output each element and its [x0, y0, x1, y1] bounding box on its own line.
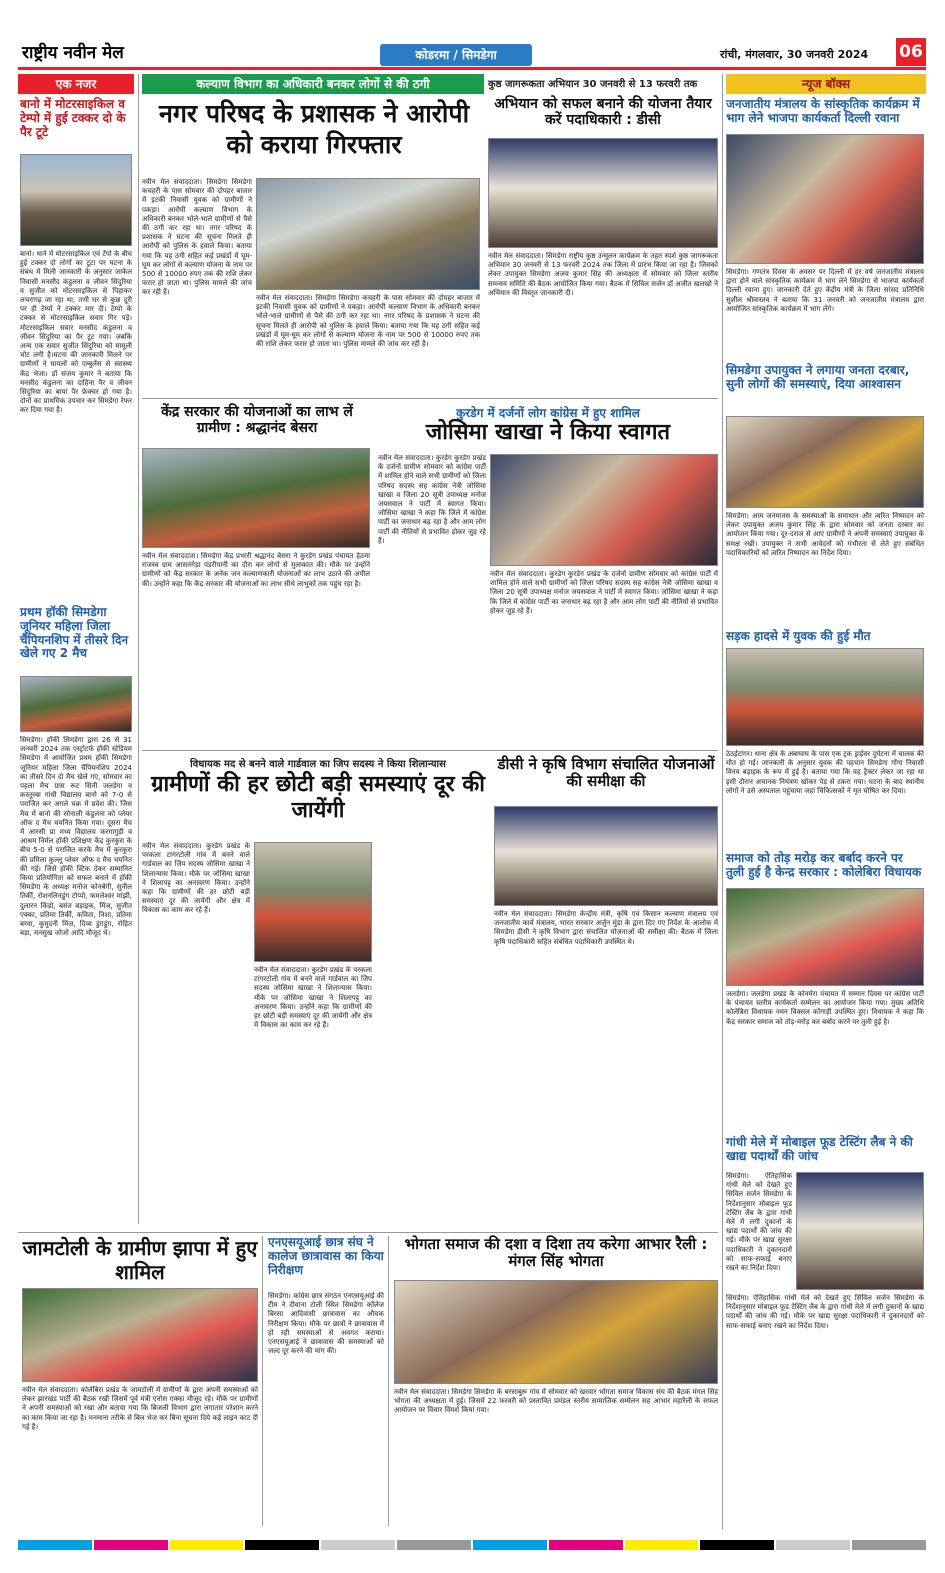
newsbox-story5-body: सिमडेगा। ऐतिहासिक गांधी मेले को देखते हुए सिविल सर्जन सिमडेगा के निर्देशानुसार मोबाइल फूड टेस्टिंग लैब के द्वारा गांधी मेले में लगी दुकानों के खाद्य पदार्थों की जांच की गई। मौके पर खाद्य सुरक्षा पदाधिकारी ने दुकानदारों को साफ-सफाई बनाए रखने का निर्देश दिया।: [726, 1172, 792, 1273]
dc-krishi-headline: डीसी ने कृषि विभाग संचालित योजनाओं की समीक्षा की: [497, 755, 715, 791]
gramin-body-continued: नवीन मेल संवाददाता। कुरडेग प्रखंड के परकला टांगरटोली गांव में बनने वाले गार्डवाल का जिप सदस्य जोसिमा खाखा ने शिलान्यास किया। मौके पर जोसिमा खाखा ने शिलापट्ट का अनावरण किया। उन्होंने कहा कि ग्रामीणों की हर छोटी बड़ी समस्याएं दूर की जायेंगी और क्षेत्र में विकास का काम कर रहे हैं।: [254, 966, 372, 1030]
left-story2-photo: [20, 676, 132, 732]
left-story2-headline: प्रथम हॉकी सिमडेगा जूनियर महिला जिला चैंपियनशिप में तीसरे दिन खेले गए 2 मैच: [20, 605, 129, 661]
bhogta-body: नवीन मेल संवाददाता। सिमडेगा सिमडेगा के बरसाबुरू गांव में सोमवार को खरवार भोगता समाज विकास संघ की बैठक मंगल सिंह भोगता की अध्यक्षता में हुई। जिसमें 22 फरवरी को प्रस्तावित प्रमंडल स्तरीय सामाजिक सम्मेलन सह आभार महारैली के सफल आयोजन पर विचार विमर्श किया गया।: [394, 1388, 718, 1415]
newsbox-story3-body: ठेठईटांगर। थाना क्षेत्र के अंबाघाघ के पास एक ट्रक ड्राईवर दुर्घटना में चालक की मौत हो गई। जानकारी के अनुसार युवक की पहचान सिमडेगा गोंगा निवासी विनय बड़ाइक के रूप में हुई है। बताया गया कि वह ट्रैक्टर लेकर जा रहा था इसी दौरान अचानक नियंत्रण खोकर पेड़ से टकरा गया। घटना के बाद स्थानीय लोगों ने उसे अस्पताल पहुंचाया जहां चिकित्सकों ने मृत घोषित कर दिया।: [726, 750, 924, 795]
campaign-body: नवीन मेल संवाददाता। सिमडेगा राष्ट्रीय कुष्ठ उन्मूलन कार्यक्रम के तहत स्पर्श कुष्ठ जागरूकता अभियान 30 जनवरी से 13 फरवरी 2024 तक जिला में प्रारंभ किया जा रहा है। जिसको लेकर उपायुक्त सिमडेगा अजय कुमार सिंह की अध्यक्षता में सोमवार को जिला स्तरीय समन्वय समिति की बैठक आयोजित किया गया। बैठक में सिविल सर्जन डॉ अजीत खलखो ने अभियान की विस्तृत जानकारी दी।: [488, 252, 718, 297]
gramin-kicker: विधायक मद से बनने वाले गार्डवाल का जिप सदस्य ने किया शिलान्यास: [190, 759, 446, 770]
yojana-body: नवीन मेल संवाददाता। सिमडेगा केंद्र प्रभारी श्रद्धानंद बेसरा ने कुरडेग प्रखंड पंचायत हेठमा राजस्व ग्राम आसनंगेड़ा पंडरीपानी का दौरा कर लोगों से मुलाकात की। मौके पर उन्होंने ग्रामीणों को केंद्र सरकार के अनेक जन कल्याणकारी योजनाओं का लाभ उठाने की अपील की। उन्होंने कहा कि केंद्र सरकार की योजनाओं का लाभ सीधे लाभुकों तक पहुंच रहा है।: [142, 552, 370, 588]
dc-krishi-photo: [494, 806, 718, 906]
newsbox-story3-headline: सड़क हादसे में युवक की हुई मौत: [726, 629, 871, 643]
lead-headline: नगर परिषद के प्रशासक ने आरोपी को कराया गिरफ्तार: [158, 99, 470, 160]
newsbox-story4-body: जलडेगा। जलडेगा प्रखंड के कोनमेरा पंचायत में सम्मान दिवस पर कांग्रेस पार्टी के पंचायत स्तरीय कार्यकर्ता सम्मेलन का आयोजन किया गया। मुख्य अतिथि कोलेबिरा विधायक नमन विक्सल कोंगाड़ी उपस्थित हुए। विधायक ने कहा कि केंद्र सरकार समाज को तोड़-मरोड़ कर बर्बाद करने पर तुली हुई है।: [726, 990, 924, 1026]
jamtoli-body: नवीन मेल संवाददाता। कोलेबिरा प्रखंड के जामटोली में ग्रामीणों के द्वारा अपनी समस्याओं को लेकर झारखंड पार्टी की बैठक रखी जिसमें पूर्व मंत्री एनोस एक्का मौजूद रहे। मौके पर ग्रामीणों ने अपनी समस्याओं को रखा और बताया गया कि बिजली विभाग द्वारा लगातार परेशान करने का काम किया जा रहा है। मनमाना तरीके से बिल भेज कर बिना सूचना दिये कई लाइन काट दी गई है।: [22, 1386, 258, 1431]
campaign-headline: अभियान को सफल बनाने की योजना तैयार करें पदाधिकारी : डीसी: [494, 96, 712, 129]
left-story1-headline: बानो में मोटरसाइकिल व टेम्पो में हुई टक्कर दो के पैर टूटे: [20, 97, 126, 139]
bhogta-photo: [394, 1280, 718, 1384]
news-box-label: न्यूज बॉक्स: [726, 74, 926, 94]
josima-body: नवीन मेल संवाददाता। कुरडेग कुरडेग प्रखंड के दर्जनों ग्रामीण सोमवार को कांग्रेस पार्टी में शामिल होने वाले सभी ग्रामीणों को जिला परिषद सदस्य सह कांग्रेस नेत्री जोसिमा खाखा व जिला 20 सूत्री उपाध्यक्ष मनोज जयसवाल ने पार्टी में स्वागत किया। जोसिमा खाखा ने कहा कि जिले में कांग्रेस पार्टी का जनाधार बढ़ रहा है और आम लोग पार्टी की नीतियों से प्रभावित होकर जुड़ रहे हैं।: [378, 454, 486, 545]
gramin-headline: ग्रामीणों की हर छोटी बड़ी समस्याएं दूर की जायेंगी: [151, 772, 485, 824]
jamtoli-headline: जामटोली के ग्रामीण झापा में हुए शामिल: [22, 1236, 258, 1284]
left-story1-photo: [20, 154, 132, 246]
column-divider-bottom-2: [388, 1236, 389, 1526]
nsui-body: सिमडेगा। कांग्रेस छात्र संगठन एनएसयूआई की टीम ने दीवाना टोली स्थित सिमडेगा कॉलेज बिरसा आदिवासी छात्रावास का औचक निरीक्षण किया। मौके पर छात्रों ने छात्रावास में हो रही समस्याओं से अवगत कराया। एनएसयूआई ने छात्रावास की समस्याओं को जल्द दूर करने की मांग की।: [268, 1292, 384, 1356]
gramin-photo: [254, 842, 372, 962]
ek-nazar-label: एक नजर: [18, 74, 134, 94]
yojana-headline: केंद्र सरकार की योजनाओं का लाभ लें ग्रामीण : श्रद्धानंद बेसरा: [161, 404, 353, 437]
issue-date: रांची, मंगलवार, 30 जनवरी 2024: [720, 48, 869, 61]
lead-body: नवीन मेल संवाददाता। सिमडेगा सिमडेगा कचहरी के पास सोमवार की दोपहर बाजार में इटकी निवासी युवक को ग्रामीणों ने पकड़ा। आरोपी कल्याण विभाग के अधिकारी बनकर भोले-भाले ग्रामीणों से पैसे की ठगी कर रहा था। नगर परिषद के प्रशासक ने घटना की सूचना मिलते ही आरोपी को पुलिस के हवाले किया। बताया गया कि यह ठगी सहित कई प्रखंडों में घूम-घूम कर लोगों से कल्याण योजना के नाम पर 500 से 10000 रुपए तक की राशि लेकर फरार हो जाता था। पुलिस मामले की जांच कर रही है।: [142, 178, 252, 297]
newsbox-story2-photo: [726, 416, 924, 508]
column-divider-bottom: [262, 1236, 263, 1526]
left-story2-body: सिमडेगा। हॉकी सिमडेगा द्वारा 26 से 31 जनवरी 2024 तक एस्ट्रोटर्फ हॉकी स्टेडियम सिमडेगा में आयोजित प्रथम हॉकी सिमडेगा जूनियर महिला जिला चैंपियनशिप 2024 का तीसरे दिन दो मैच खेले गए, सोमवार का पहला मैच ग्रास रूट सिनी जलडेगा व कस्तूरबा गांधी विद्यालय बानो को 7-0 से पराजित कर अगले चक्र में प्रवेश की। जिस मैच में बानो की सोनाली कंडुलना को प्लेयर ऑफ द मैच चयनित किया गया। दूसरा मैच में आरसी प्रा मध्य विद्यालय करगागुड़ी व आश्रम निर्मल हॉकी प्रशिक्षण केंद्र कुरकुरा के बीच 5-0 से पराजित करके मैच में कुरकुरा की प्रमिला कुल्लू प्लेयर ऑफ द मैच चयनित की गई। जिसे हॉकी स्टिक देकर सम्मानित किया प्रतियोगिता को सफल बनाने में हॉकी सिमडेगा के अध्यक्ष मनोज कोनबेगी, सुनील तिर्की, रोशनलिनडुंग टोप्पो, कमलेश्वर मांझी, दुलारन किंडो, बसंत बड़ाइक, मिंज, सुजीत एक्का, प्रतिमा तिर्की, कविता, निशा, प्रतिमा बरवा, कुमुदनी मिंज, दिव्य डुंगडुंग, रोहित बड़ा, मनसुख जोजो आदि मौजूद थे।: [20, 736, 132, 938]
newspaper-title: राष्ट्रीय नवीन मेल: [22, 43, 124, 63]
josima-headline: जोसिमा खाखा ने किया स्वागत: [425, 420, 671, 445]
section-divider-3: [18, 1232, 718, 1233]
newsbox-story4-photo: [726, 888, 924, 986]
lead-body-continued: नवीन मेल संवाददाता। सिमडेगा सिमडेगा कचहरी के पास सोमवार की दोपहर बाजार में इटकी निवासी युवक को ग्रामीणों ने पकड़ा। आरोपी कल्याण विभाग के अधिकारी बनकर भोले-भाले ग्रामीणों से पैसे की ठगी कर रहा था। नगर परिषद के प्रशासक ने घटना की सूचना मिलते ही आरोपी को पुलिस के हवाले किया। बताया गया कि यह ठगी सहित कई प्रखंडों में घूम-घूम कर लोगों से कल्याण योजना के नाम पर 500 से 10000 रुपए तक की राशि लेकर फरार हो जाता था। पुलिस मामले की जांच कर रही है।: [256, 294, 480, 349]
newsbox-story5-photo: [796, 1172, 924, 1290]
josima-kicker: कुरडेग में दर्जनों लोग कांग्रेस में हुए शामिल: [456, 406, 640, 420]
bhogta-headline: भोगता समाज की दशा व दिशा तय करेगा आभार रैली : मंगल सिंह भोगता: [404, 1235, 708, 1271]
section-divider: [142, 398, 718, 399]
section-divider-2: [142, 750, 718, 751]
newsbox-story2-body: सिमडेगा। आम जनमानस के समस्याओं के समाधान और त्वरित निष्पादन को लेकर उपायुक्त अजय कुमार सिंह के द्वारा सोमवार को जनता दरबार का आयोजन किया गया। दूर-दराज से आए ग्रामीणों ने अपनी समस्याएं उपायुक्त के समक्ष रखी। उपायुक्त ने सभी आवेदनों को गंभीरता से लेते हुए संबंधित पदाधिकारियों को त्वरित निष्पादन का निर्देश दिया।: [726, 512, 924, 557]
yojana-photo: [142, 448, 370, 548]
newsbox-story1-body: सिमडेगा। गणतंत्र दिवस के अवसर पर दिल्ली में हर वर्ष जनजातीय मंत्रालय द्वारा होने वाले सांस्कृतिक कार्यक्रम में भाग लेने सिमडेगा से भाजपा कार्यकर्ता दिल्ली रवाना हुए। जानकारी देते हुए केंद्रीय मंत्री के जिला सांसद प्रतिनिधि सुशील श्रीवास्तव ने बताया कि 31 जनवरी को जनजातीय मंत्रालय द्वारा आयोजित सांस्कृतिक कार्यक्रम में भाग लेंगे।: [726, 268, 924, 313]
gramin-body: नवीन मेल संवाददाता। कुरडेग प्रखंड के परकला टांगरटोली गांव में बनने वाले गार्डवाल का जिप सदस्य जोसिमा खाखा ने शिलान्यास किया। मौके पर जोसिमा खाखा ने शिलापट्ट का अनावरण किया। उन्होंने कहा कि ग्रामीणों की हर छोटी बड़ी समस्याएं दूर की जायेंगी और क्षेत्र में विकास का काम कर रहे हैं।: [142, 842, 250, 915]
newsbox-story4-headline: समाज को तोड़ मरोड़ कर बर्बाद करने पर तुली हुई है केन्द्र सरकार : कोलेबिरा विधायक: [726, 851, 922, 879]
page-number: 06: [896, 38, 926, 66]
newsbox-story2-headline: सिमडेगा उपायुक्त ने लगाया जनता दरबार, सुनी लोगों की समस्याएं, दिया आश्वासन: [726, 363, 910, 391]
left-story1-body: बानो। थाने में मोटरसाइकिल एवं टेंपो के बीच हुई टक्कर दो लोगों का टूटा पर घटना के संबंध में मिली जानकारी के अनुसार जाकेल निवासी मनसीद कंडुलना व जीवन सिंदुरिया व सुजीत को मोटरसाइकिल से पिहाकर लचरागढ़ जा रहा था, तभी घर से कुछ दूरी पर ही टेम्पो ने टक्कर मार दी। टेम्पो के टक्कर से मोटरसाइकिल सवार गिर पड़े। मोटरसाइकिल सवार मनसीद कंडुलना व जीवन सिंदुरिया का पैर टूट गया। जबकि अन्य एक सवार सुजीत सिंदुरिया को मामूली चोट लगी है।घटना की जानकारी मिलने पर ग्रामीणों ने घायलों को एम्बुलेंस से स्वास्थ्य केंद्र भेजा। डॉ संजय कुमार ने बताया कि मनसीद कंडुलना का दाहिना पैर व जीवन सिंदुरिया का बायां पैर फ्रेक्चर हो गया है। दोनों का प्राथमिक उपचार कर सिमडेगा रेफर कर दिया गया है।: [20, 250, 132, 415]
newsbox-story5-body-continued: सिमडेगा। ऐतिहासिक गांधी मेले को देखते हुए सिविल सर्जन सिमडेगा के निर्देशानुसार मोबाइल फूड टेस्टिंग लैब के द्वारा गांधी मेले में लगी दुकानों के खाद्य पदार्थों की जांच की गई। मौके पर खाद्य सुरक्षा पदाधिकारी ने दुकानदारों को साफ-सफाई बनाए रखने का निर्देश दिया।: [726, 1294, 924, 1330]
campaign-photo: [488, 138, 718, 248]
column-divider-right: [722, 74, 723, 1529]
jamtoli-photo: [22, 1288, 258, 1382]
dc-krishi-body: नवीन मेल संवाददाता। सिमडेगा केन्द्रीय मंत्री, कृषि एवं किसान कल्याण मंत्रालय एवं जनजातीय कार्य मंत्रालय, भारत सरकार अर्जुन मुंडा के द्वारा दिए गए निर्देश के आलोक में सिमडेगा डीसी ने कृषि विभाग द्वारा संचालित योजनाओं की समीक्षा की। बैठक में जिला कृषि पदाधिकारी सहित संबंधित पदाधिकारी उपस्थित थे।: [494, 910, 718, 946]
josima-photo: [490, 454, 718, 566]
campaign-kicker: कुष्ठ जागरूकता अभियान 30 जनवरी से 13 फरवरी तक: [488, 79, 698, 90]
column-divider: [138, 74, 139, 1224]
josima-body-continued: नवीन मेल संवाददाता। कुरडेग कुरडेग प्रखंड के दर्जनों ग्रामीण सोमवार को कांग्रेस पार्टी में शामिल होने वाले सभी ग्रामीणों को जिला परिषद सदस्य सह कांग्रेस नेत्री जोसिमा खाखा व जिला 20 सूत्री उपाध्यक्ष मनोज जयसवाल ने पार्टी में स्वागत किया। जोसिमा खाखा ने कहा कि जिले में कांग्रेस पार्टी का जनाधार बढ़ रहा है और आम लोग पार्टी की नीतियों से प्रभावित होकर जुड़ रहे हैं।: [490, 570, 718, 615]
newsbox-story3-photo: [726, 648, 924, 746]
lead-photo: [256, 178, 480, 290]
newsbox-story1-headline: जनजातीय मंत्रालय के सांस्कृतिक कार्यक्रम में भाग लेने भाजपा कार्यकर्ता दिल्ली रवाना: [726, 97, 920, 125]
newsbox-story5-headline: गांधी मेले में मोबाइल फूड टेस्टिंग लैब ने की खाद्य पदार्थों की जांच: [726, 1135, 913, 1163]
newsbox-story1-photo: [726, 134, 924, 264]
lead-kicker: कल्याण विभाग का अधिकारी बनकर लोगों से की ठगी: [142, 74, 484, 94]
print-registration-bar: [18, 1540, 926, 1550]
nsui-headline: एनएसयूआई छात्र संघ ने कालेज छात्रावास का किया निरीक्षण: [268, 1235, 384, 1277]
masthead: [18, 36, 926, 70]
section-label: कोडरमा / सिमडेगा: [380, 44, 532, 66]
